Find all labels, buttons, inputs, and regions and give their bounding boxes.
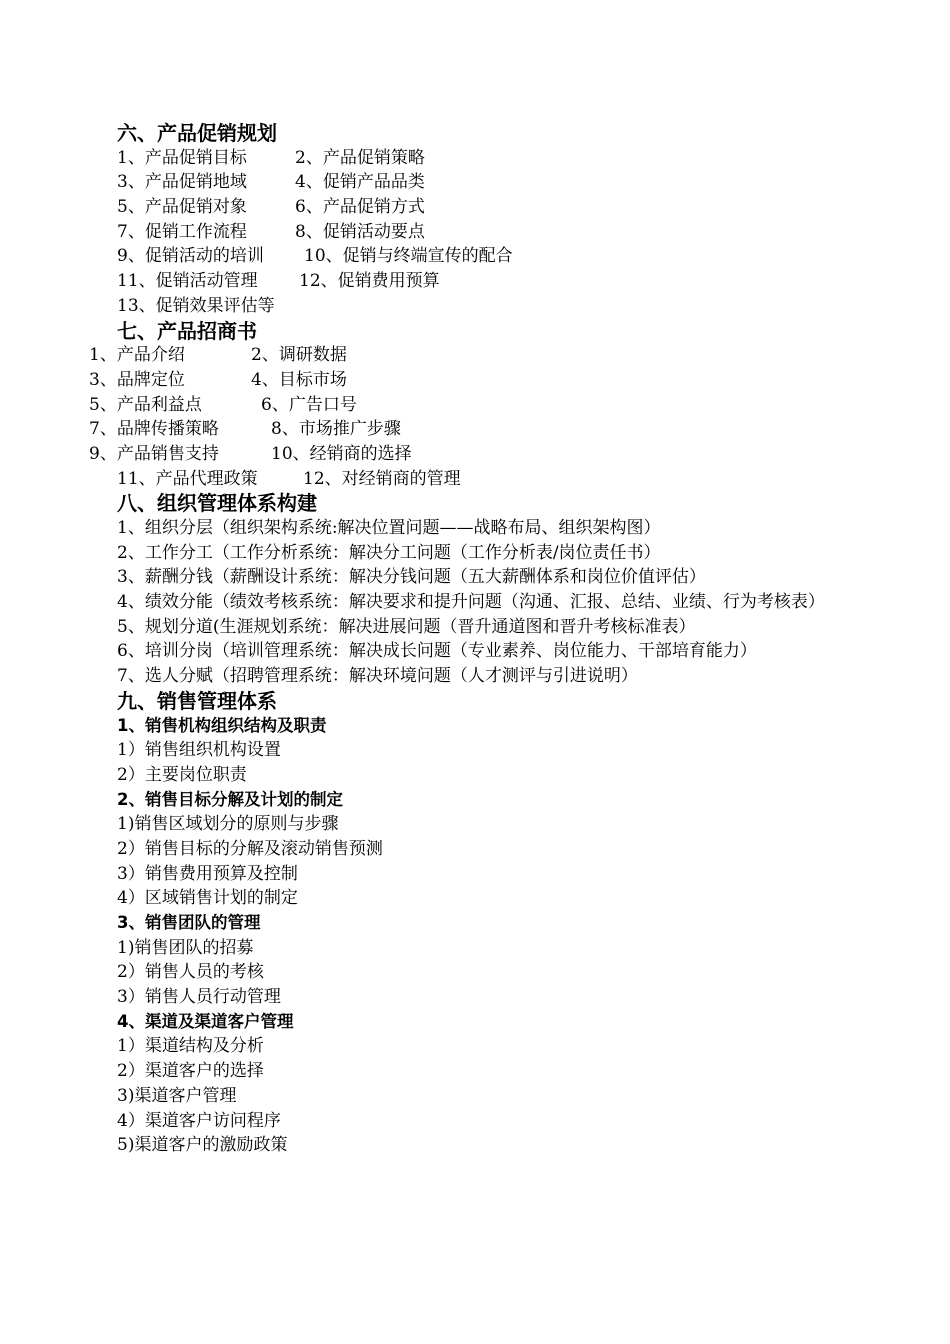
list-item: 4、目标市场 — [251, 369, 347, 390]
list-item: 2）主要岗位职责 — [117, 764, 247, 785]
subsection-heading: 4、渠道及渠道客户管理 — [117, 1011, 294, 1031]
list-item: 9、产品销售支持 — [89, 443, 219, 464]
list-item: 1)销售区域划分的原则与步骤 — [117, 814, 339, 835]
list-item: 1、产品促销目标 — [117, 147, 247, 168]
list-item: 6、产品促销方式 — [295, 197, 425, 218]
list-item: 1、产品介绍 — [89, 345, 185, 366]
list-row — [0, 294, 950, 319]
list-item: 6、广告口号 — [261, 394, 357, 415]
section-title-8: 八、组织管理体系构建 — [117, 491, 317, 516]
list-row — [0, 368, 950, 393]
list-item: 4、促销产品品类 — [295, 172, 425, 193]
list-item: 3）销售费用预算及控制 — [117, 863, 298, 884]
list-item: 2）渠道客户的选择 — [117, 1061, 264, 1082]
list-row — [0, 467, 950, 492]
section-title-7: 七、产品招商书 — [117, 318, 257, 343]
list-item: 13、促销效果评估等 — [117, 295, 275, 316]
list-item: 5、产品促销对象 — [117, 197, 247, 218]
list-item: 5、规划分道(生涯规划系统：解决进展问题（晋升通道图和晋升考核标准表） — [117, 616, 696, 637]
list-item: 2、工作分工（工作分析系统：解决分工问题（工作分析表/岗位责任书） — [117, 542, 661, 563]
list-item: 2、产品促销策略 — [295, 147, 425, 168]
list-item: 3、品牌定位 — [89, 369, 185, 390]
list-item: 9、促销活动的培训 — [117, 246, 264, 267]
list-item: 3)渠道客户管理 — [117, 1085, 237, 1106]
list-item: 5、产品利益点 — [89, 394, 202, 415]
list-item: 7、促销工作流程 — [117, 221, 247, 242]
list-item: 12、对经销商的管理 — [303, 468, 461, 489]
list-row — [0, 269, 950, 294]
list-item: 1）渠道结构及分析 — [117, 1036, 264, 1057]
list-item: 11、产品代理政策 — [117, 468, 258, 489]
section-title-6: 六、产品促销规划 — [117, 121, 277, 145]
list-row — [0, 170, 950, 195]
list-item: 3、薪酬分钱（薪酬设计系统：解决分钱问题（五大薪酬体系和岗位价值评估） — [117, 567, 706, 588]
list-item: 12、促销费用预算 — [299, 271, 440, 292]
subsection-heading: 1、销售机构组织结构及职责 — [117, 715, 327, 735]
list-item: 10、经销商的选择 — [271, 443, 412, 464]
list-item: 11、促销活动管理 — [117, 271, 258, 292]
list-item: 7、选人分赋（招聘管理系统：解决环境问题（人才测评与引进说明） — [117, 666, 638, 687]
list-row — [0, 343, 950, 368]
list-item: 10、促销与终端宣传的配合 — [304, 246, 513, 267]
list-row — [0, 146, 950, 171]
list-item: 1）销售组织机构设置 — [117, 740, 281, 761]
list-item: 4）区域销售计划的制定 — [117, 888, 298, 909]
list-row — [0, 442, 950, 467]
list-item: 2、调研数据 — [251, 345, 347, 366]
list-item: 1、组织分层（组织架构系统:解决位置问题——战略布局、组织架构图） — [117, 518, 661, 538]
list-item: 2）销售目标的分解及滚动销售预测 — [117, 838, 383, 859]
list-item: 8、促销活动要点 — [295, 221, 425, 242]
list-row — [0, 195, 950, 220]
list-item: 6、培训分岗（培训管理系统：解决成长问题（专业素养、岗位能力、干部培育能力） — [117, 641, 757, 662]
list-item: 2）销售人员的考核 — [117, 962, 264, 983]
section-title-9: 九、销售管理体系 — [117, 688, 277, 713]
list-item: 7、品牌传播策略 — [89, 419, 219, 440]
subsection-heading: 2、销售目标分解及计划的制定 — [117, 789, 343, 809]
list-row — [0, 393, 950, 418]
list-item: 4）渠道客户访问程序 — [117, 1110, 281, 1131]
list-item: 5)渠道客户的激励政策 — [117, 1135, 288, 1156]
document-page — [0, 121, 950, 1158]
list-row — [0, 417, 950, 442]
list-item: 4、绩效分能（绩效考核系统：解决要求和提升问题（沟通、汇报、总结、业绩、行为考核表） — [117, 592, 825, 613]
list-row — [0, 244, 950, 269]
list-item: 1)销售团队的招募 — [117, 937, 254, 958]
list-item: 3、产品促销地域 — [117, 172, 247, 193]
list-item: 8、市场推广步骤 — [271, 419, 401, 440]
list-row — [0, 220, 950, 245]
list-item: 3）销售人员行动管理 — [117, 987, 281, 1008]
subsection-heading: 3、销售团队的管理 — [117, 913, 261, 933]
